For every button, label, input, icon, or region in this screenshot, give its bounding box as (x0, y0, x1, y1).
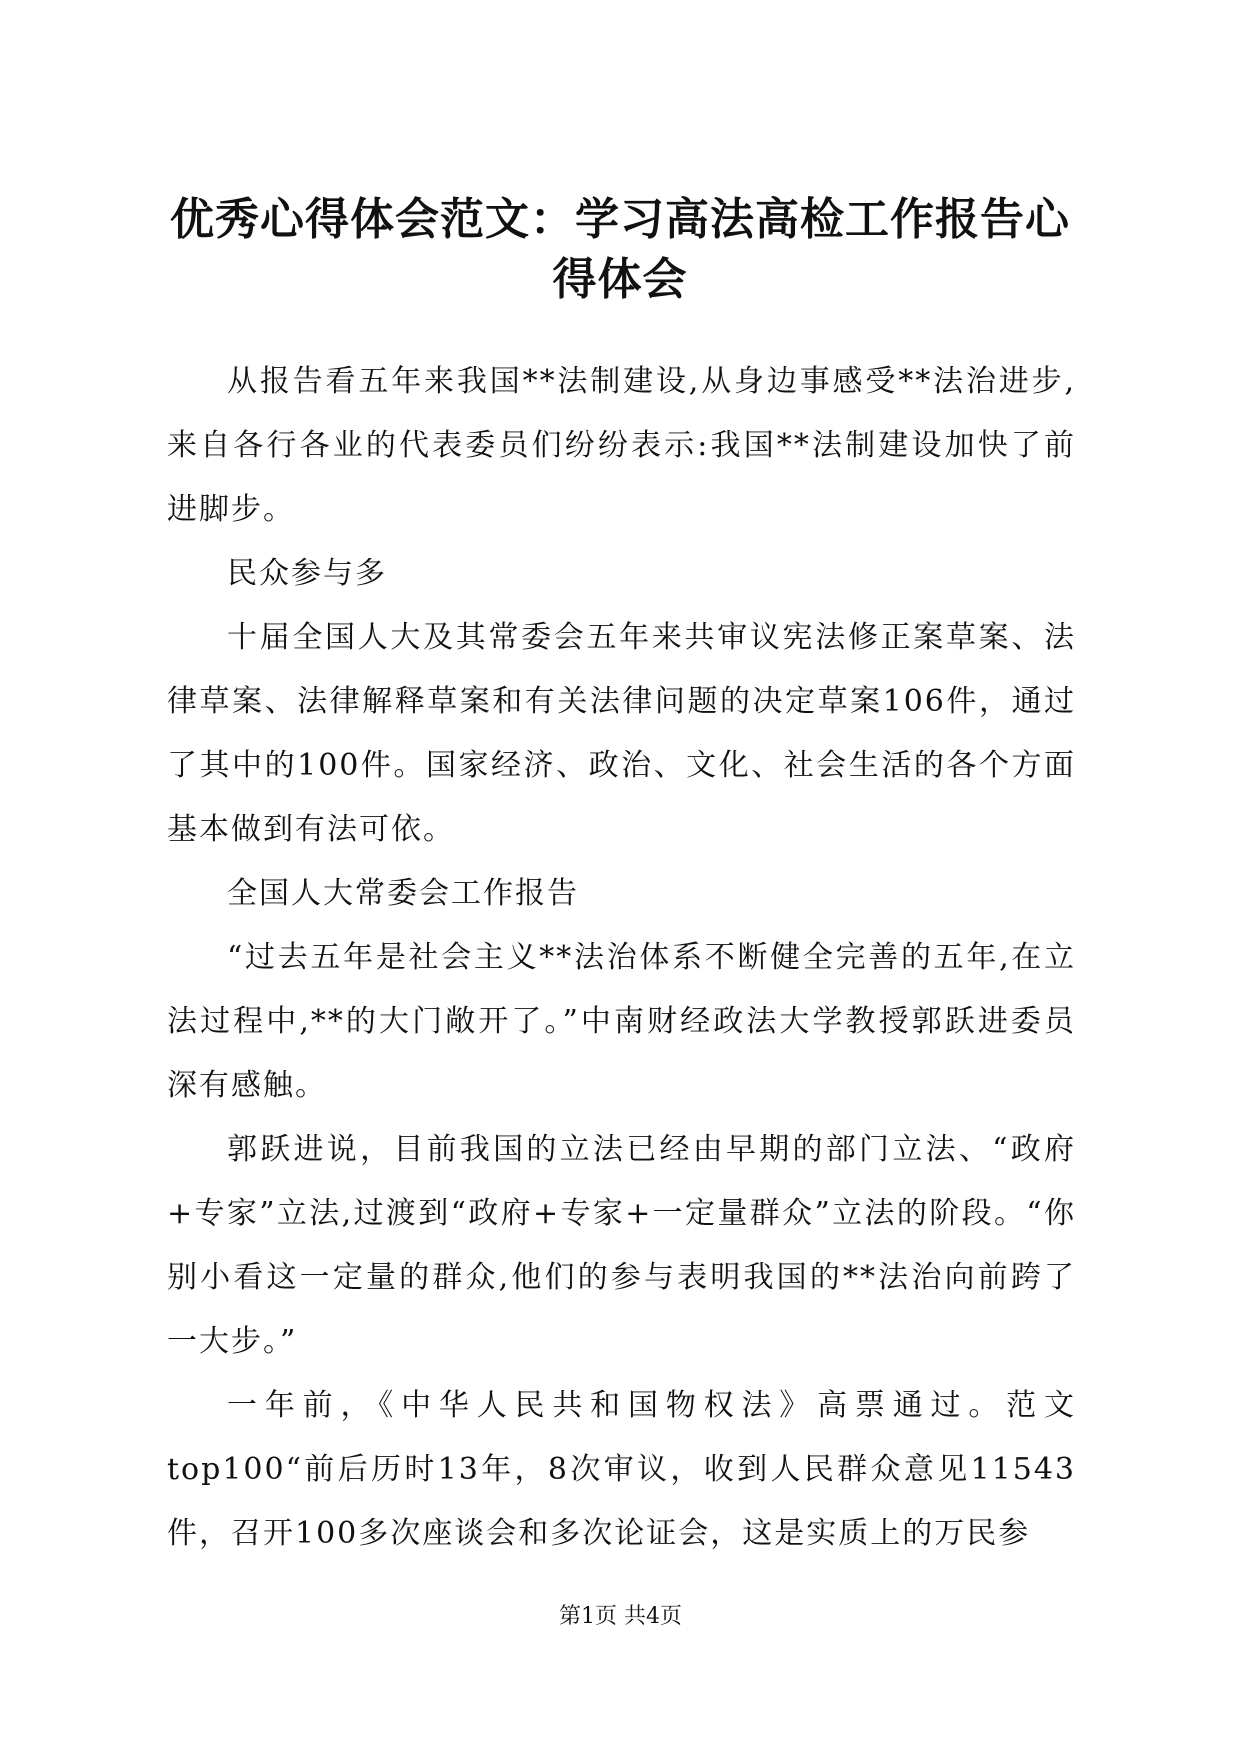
paragraph-3: 十届全国人大及其常委会五年来共审议宪法修正案草案、法律草案、法律解释草案和有关法律问题的决定草案106件，通过了其中的100件。国家经济、政治、文化、社会生活的各个方面基本做到有法可依。 (167, 620, 1076, 847)
paragraph-1: 从报告看五年来我国**法制建设,从身边事感受**法治进步,来自各行各业的代表委员们纷纷表示:我国**法制建设加快了前进脚步。 (167, 364, 1076, 527)
paragraph-5: “过去五年是社会主义**法治体系不断健全完善的五年,在立法过程中,**的大门敞开了。”中南财经政法大学教授郭跃进委员深有感触。 (167, 940, 1076, 1103)
document-body (167, 350, 1076, 1566)
paragraph-2: 民众参与多 (227, 556, 387, 591)
document-title: 优秀心得体会范文：学习高法高检工作报告心得体会 (170, 194, 1070, 305)
paragraph-6: 郭跃进说，目前我国的立法已经由早期的部门立法、“政府+专家”立法,过渡到“政府+专家+一定量群众”立法的阶段。“你别小看这一定量的群众,他们的参与表明我国的**法治向前跨了一大步。” (167, 1132, 1076, 1359)
paragraph-7: 一年前，《中华人民共和国物权法》高票通过。范文top100“前后历时13年，8次审议，收到人民群众意见11543件，召开100多次座谈会和多次论证会，这是实质上的万民参 (167, 1388, 1076, 1551)
page-footer: 第1页 共4页 (559, 1604, 682, 1629)
paragraph-4: 全国人大常委会工作报告 (227, 876, 579, 911)
